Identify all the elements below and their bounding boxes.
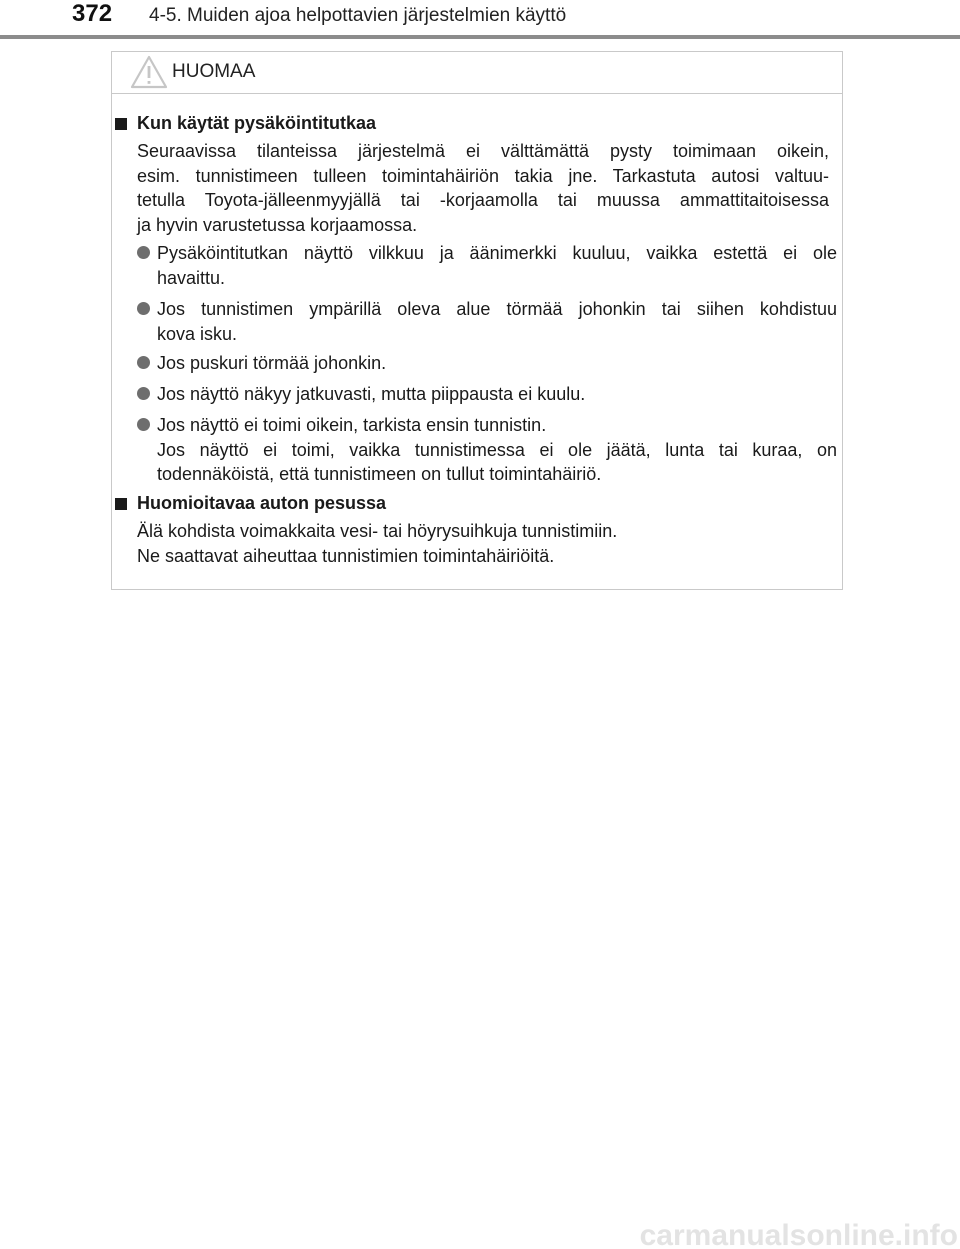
paragraph-line: esim. tunnistimeen tulleen toimintahäiriön takia jne. Tarkastuta autosi valtuu- [137,165,829,186]
list-item-line: Jos näyttö ei toimi, vaikka tunnistimessa ei ole jäätä, lunta tai kuraa, on [157,439,837,460]
list-item-line: todennäköistä, että tunnistimeen on tullut toimintahäiriö. [157,464,602,484]
paragraph-line: ja hyvin varustetussa korjaamossa. [137,214,418,235]
list-item-line: Jos näyttö näkyy jatkuvasti, mutta piippausta ei kuulu. [157,384,586,404]
subheading-text: Kun käytät pysäköintitutkaa [137,113,377,133]
paragraph-line: Ne saattavat aiheuttaa tunnistimien toimintahäiriöitä. [137,545,555,566]
paragraph-line: Seuraavissa tilanteissa järjestelmä ei välttämättä pysty toimimaan oikein, [137,141,829,161]
list-item-line: Jos näyttö ei toimi oikein, tarkista ensin tunnistin. [157,415,547,435]
page-number: 372 [72,0,113,27]
paragraph-line: tetulla Toyota-jälleenmyyjällä tai -korjaamolla tai muussa ammattitaitoisessa [137,190,829,210]
paragraph-line: Älä kohdista voimakkaita vesi- tai höyrysuihkuja tunnistimiin. [137,521,618,541]
watermark-text: carmanualsonline.info [639,1219,958,1249]
list-item-line: havaittu. [157,267,226,288]
notice-title: HUOMAA [172,61,256,82]
list-item-line: Jos tunnistimen ympärillä oleva alue törmää johonkin tai siihen kohdistuu [157,299,837,319]
list-item-line: Pysäköintitutkan näyttö vilkkuu ja äänimerkki kuuluu, vaikka estettä ei ole [157,243,837,263]
list-item-line: kova isku. [157,323,238,344]
section-title: 4-5. Muiden ajoa helpottavien järjestelmien käyttö [149,5,567,26]
subheading-text: Huomioitavaa auton pesussa [137,493,387,513]
list-item-line: Jos puskuri törmää johonkin. [157,353,387,373]
